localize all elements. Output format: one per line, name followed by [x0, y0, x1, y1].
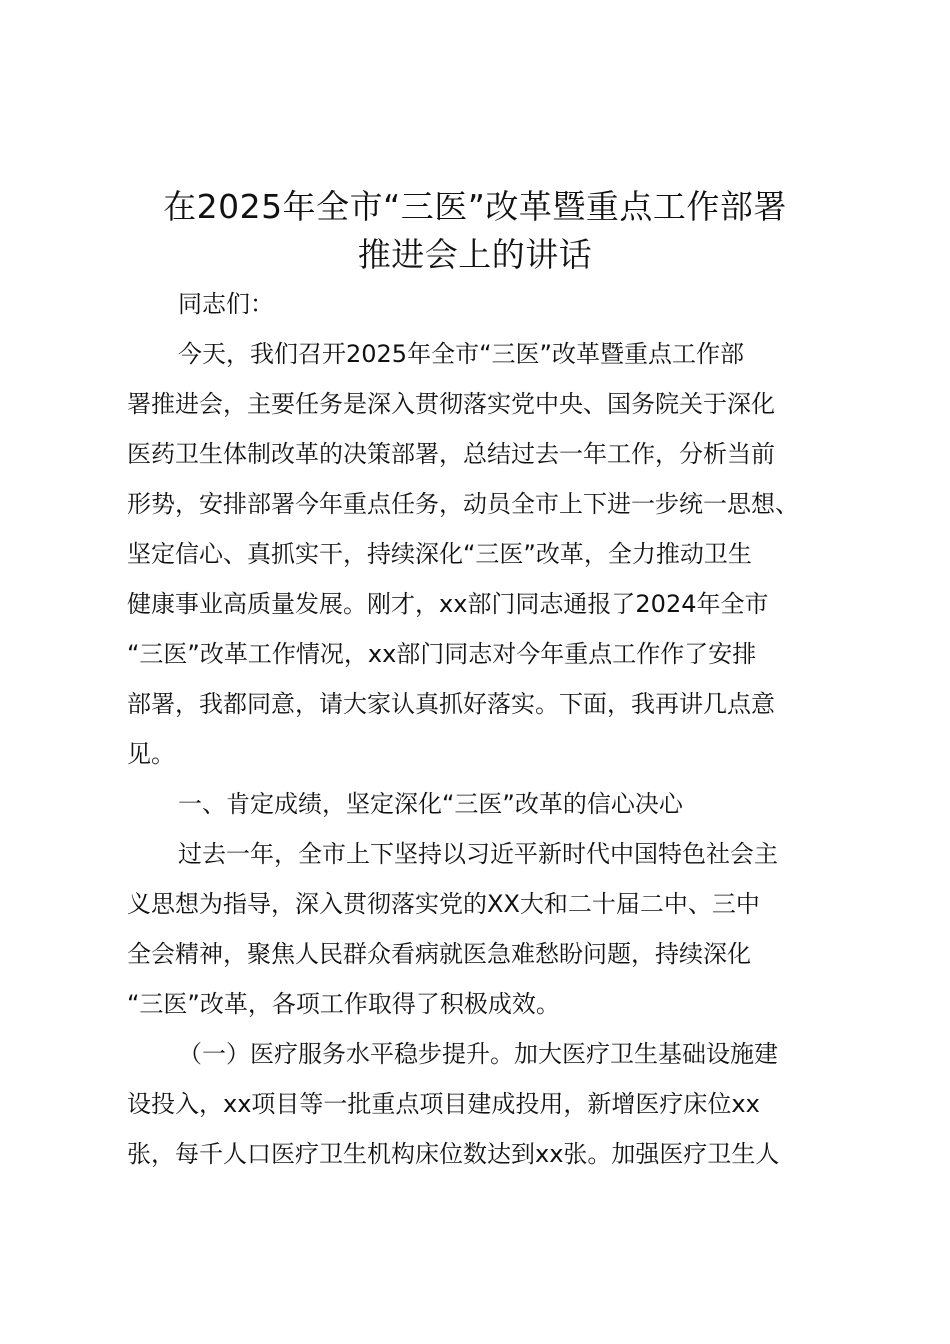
paragraph-line: 设投入，xx项目等一批重点项目建成投用，新增医疗床位xx: [127, 1090, 760, 1118]
paragraph-line: 署推进会，主要任务是深入贯彻落实党中央、国务院关于深化: [127, 390, 775, 418]
paragraph-line: 义思想为指导，深入贯彻落实党的XX大和二十届二中、三中: [127, 890, 760, 918]
paragraph-line: 健康事业高质量发展。刚才，xx部门同志通报了2024年全市: [127, 590, 769, 618]
paragraph-line: 今天，我们召开2025年全市“三医”改革暨重点工作部: [178, 340, 744, 368]
paragraph-line: “三医”改革，各项工作取得了积极成效。: [127, 990, 560, 1018]
paragraph-line: 全会精神，聚焦人民群众看病就医急难愁盼问题，持续深化: [127, 940, 751, 968]
section-heading: 一、肯定成绩，坚定深化“三医”改革的信心决心: [178, 790, 683, 818]
salutation: 同志们：: [178, 290, 274, 318]
subsection-paragraph-line: （一）医疗服务水平稳步提升。加大医疗卫生基础设施建: [178, 1040, 778, 1068]
paragraph-line: 形势，安排部署今年重点任务，动员全市上下进一步统一思想、: [127, 490, 799, 518]
paragraph-line: 坚定信心、真抓实干，持续深化“三医”改革，全力推动卫生: [127, 540, 752, 568]
document-title-line-2: 推进会上的讲话: [357, 235, 593, 274]
paragraph-line: “三医”改革工作情况，xx部门同志对今年重点工作作了安排: [127, 640, 757, 668]
paragraph-line: 过去一年，全市上下坚持以习近平新时代中国特色社会主: [178, 840, 778, 868]
paragraph-line: 张，每千人口医疗卫生机构床位数达到xx张。加强医疗卫生人: [127, 1140, 780, 1168]
paragraph-line: 部署，我都同意，请大家认真抓好落实。下面，我再讲几点意: [127, 690, 775, 718]
paragraph-line: 医药卫生体制改革的决策部署，总结过去一年工作，分析当前: [127, 440, 775, 468]
document-title-line-1: 在2025年全市“三医”改革暨重点工作部署: [163, 187, 787, 226]
paragraph-line: 见。: [127, 740, 175, 768]
